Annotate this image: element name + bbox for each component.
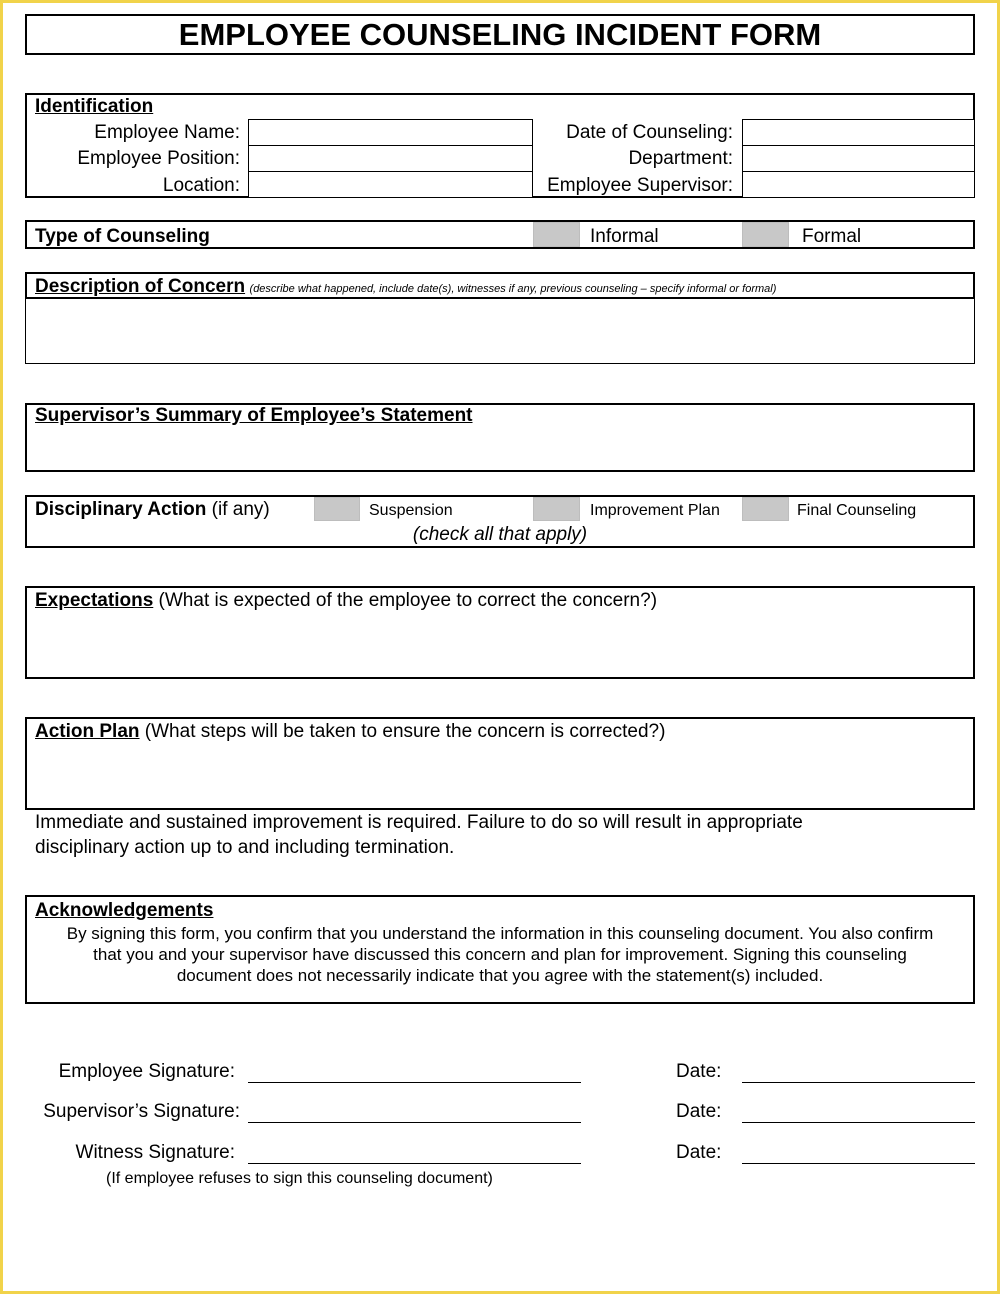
- ack-line-3: document does not necessarily indicate that you agree with the statement(s) included.: [176, 966, 824, 985]
- warning-line-2: disciplinary action up to and including termination.: [35, 837, 455, 858]
- witness-note: (If employee refuses to sign this counseling document): [106, 1170, 493, 1187]
- disciplinary-heading-suffix: (if any): [206, 499, 270, 520]
- witness-signature-line[interactable]: [248, 1163, 581, 1164]
- employee-signature-label: Employee Signature:: [58, 1061, 235, 1082]
- department-label: Department:: [628, 148, 733, 169]
- disciplinary-heading-row: [35, 499, 270, 521]
- supervisor-signature-line[interactable]: [248, 1122, 581, 1123]
- expectations-heading: Expectations: [35, 590, 154, 611]
- warning-line-1: Immediate and sustained improvement is required. Failure to do so will result in appropriate: [35, 812, 803, 833]
- description-text-area[interactable]: [25, 297, 975, 364]
- suspension-label: Suspension: [369, 502, 453, 519]
- formal-label: Formal: [802, 226, 862, 247]
- employee-position-label: Employee Position:: [77, 148, 240, 169]
- expectations-heading-row: [35, 590, 657, 612]
- action-plan-heading: Action Plan: [35, 721, 140, 742]
- date-of-counseling-field[interactable]: [742, 119, 975, 146]
- acknowledgements-text: [30, 923, 970, 986]
- employee-signature-line[interactable]: [248, 1082, 581, 1083]
- ack-line-2: that you and your supervisor have discussed this concern and plan for improvement. Signing this counseling: [93, 945, 907, 964]
- suspension-checkbox[interactable]: [314, 497, 360, 521]
- final-counseling-label: Final Counseling: [797, 502, 917, 519]
- check-all-instruction: (check all that apply): [412, 524, 588, 545]
- employee-date-line[interactable]: [742, 1082, 975, 1083]
- employee-position-field[interactable]: [248, 145, 533, 172]
- identification-heading: Identification: [35, 96, 154, 117]
- witness-date-line[interactable]: [742, 1163, 975, 1164]
- informal-label: Informal: [590, 226, 659, 247]
- improvement-plan-checkbox[interactable]: [533, 497, 580, 521]
- ack-line-1: By signing this form, you confirm that you understand the information in this counseling document. You also confirm: [66, 924, 934, 943]
- date-of-counseling-label: Date of Counseling:: [566, 122, 733, 143]
- acknowledgements-heading: Acknowledgements: [35, 900, 214, 921]
- department-field[interactable]: [742, 145, 975, 172]
- supervisor-date-line[interactable]: [742, 1122, 975, 1123]
- supervisor-date-label: Date:: [676, 1101, 722, 1122]
- form-title: EMPLOYEE COUNSELING INCIDENT FORM: [25, 14, 975, 55]
- supervisor-signature-label: Supervisor’s Signature:: [43, 1101, 240, 1122]
- location-label: Location:: [162, 175, 240, 196]
- disciplinary-heading: Disciplinary Action: [35, 499, 207, 520]
- description-heading-row: [35, 276, 776, 298]
- improvement-warning: [35, 810, 803, 860]
- action-plan-heading-row: [35, 721, 665, 743]
- formal-checkbox[interactable]: [742, 222, 789, 247]
- witness-date-label: Date:: [676, 1142, 722, 1163]
- action-plan-prompt: (What steps will be taken to ensure the concern is corrected?): [139, 721, 666, 742]
- location-field[interactable]: [248, 171, 533, 198]
- employee-name-label: Employee Name:: [94, 122, 240, 143]
- expectations-prompt: (What is expected of the employee to correct the concern?): [153, 590, 658, 611]
- description-heading: Description of Concern: [35, 276, 246, 297]
- employee-date-label: Date:: [676, 1061, 722, 1082]
- employee-supervisor-field[interactable]: [742, 171, 975, 198]
- informal-checkbox[interactable]: [533, 222, 580, 247]
- improvement-plan-label: Improvement Plan: [590, 502, 720, 519]
- final-counseling-checkbox[interactable]: [742, 497, 789, 521]
- supervisor-summary-heading: Supervisor’s Summary of Employee’s Statement: [35, 405, 473, 426]
- employee-name-field[interactable]: [248, 119, 533, 146]
- witness-signature-label: Witness Signature:: [75, 1142, 235, 1163]
- description-note: (describe what happened, include date(s), witnesses if any, previous counseling – specify informal or formal): [249, 283, 777, 295]
- type-of-counseling-heading: Type of Counseling: [35, 226, 210, 247]
- employee-supervisor-label: Employee Supervisor:: [547, 175, 733, 196]
